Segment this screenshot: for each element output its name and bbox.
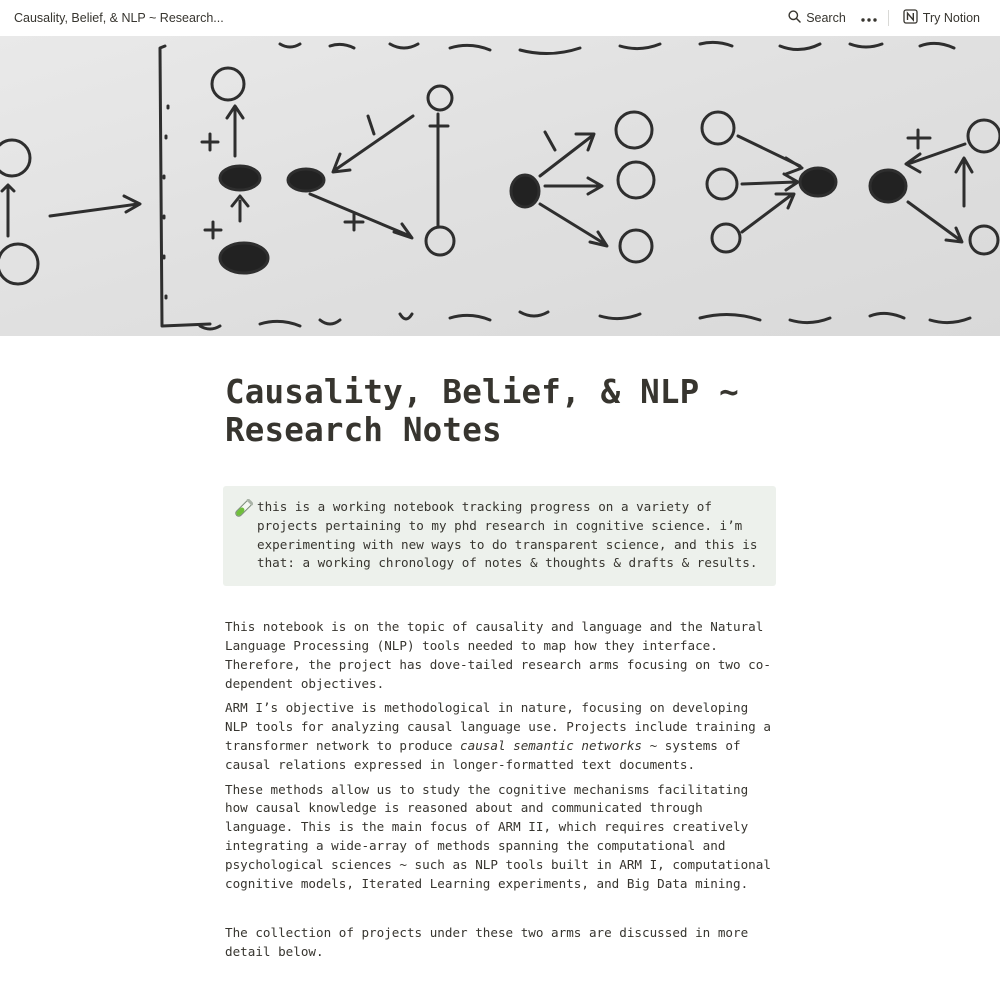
try-notion-button[interactable] — [897, 5, 986, 31]
paragraph-arm-one — [225, 699, 777, 774]
page-title-line2: Research Notes — [225, 411, 502, 449]
search-icon — [788, 10, 801, 26]
intro-callout — [223, 486, 776, 586]
topbar-actions — [782, 0, 986, 36]
breadcrumb[interactable]: Causality, Belief, & NLP ~ Research... — [14, 11, 224, 25]
cover-drawing — [0, 36, 1000, 336]
more-icon — [861, 11, 877, 25]
test-tube-icon — [233, 498, 257, 573]
top-bar — [0, 0, 1000, 36]
search-label: Search — [806, 11, 846, 25]
page-title-line1: Causality, Belief, & NLP ~ — [225, 373, 739, 411]
topbar-divider — [888, 10, 889, 26]
more-options-button[interactable] — [856, 5, 882, 31]
try-notion-label: Try Notion — [922, 11, 980, 25]
search-button[interactable] — [782, 5, 852, 31]
page-title — [225, 373, 777, 449]
causal-semantic-networks-term: causal semantic networks — [460, 737, 643, 753]
notion-logo-icon — [903, 9, 918, 27]
arm-one-text-end: ~ systems of causal relations expressed in longer-formatted text documents. — [225, 737, 741, 772]
callout-text: this is a working notebook tracking progress on a variety of projects pertaining to my phd research in cognitive science. i’m experimenting with new ways to do transparent science, and this is that: a working chronology of notes & thoughts & drafts & results. — [257, 499, 758, 571]
cover-image — [0, 36, 1000, 336]
page-content — [225, 336, 777, 962]
paragraph-intro: This notebook is on the topic of causality and language and the Natural Language Processing (NLP) tools needed to map how they interface. Therefore, the project has dove-tailed research arms focusing on two co-dependent objectives. — [225, 619, 771, 691]
paragraph-projects: The collection of projects under these two arms are discussed in more detail below. — [225, 925, 749, 960]
arm-one-text-start: ARM I’s objective is methodological in nature, focusing on developing NLP tools for analyzing causal language use. Projects include training a transformer network to produce — [225, 700, 771, 753]
paragraph-arm-two: These methods allow us to study the cognitive mechanisms facilitating how causal knowledge is reasoned about and communicated through language. This is the main focus of ARM II, which requires creatively integrating a wide-array of methods spanning the computational and psychological sciences ~ such as NLP tools built in ARM I, computational cognitive models, Iterated Learning experiments, and Big Data mining. — [225, 781, 771, 891]
